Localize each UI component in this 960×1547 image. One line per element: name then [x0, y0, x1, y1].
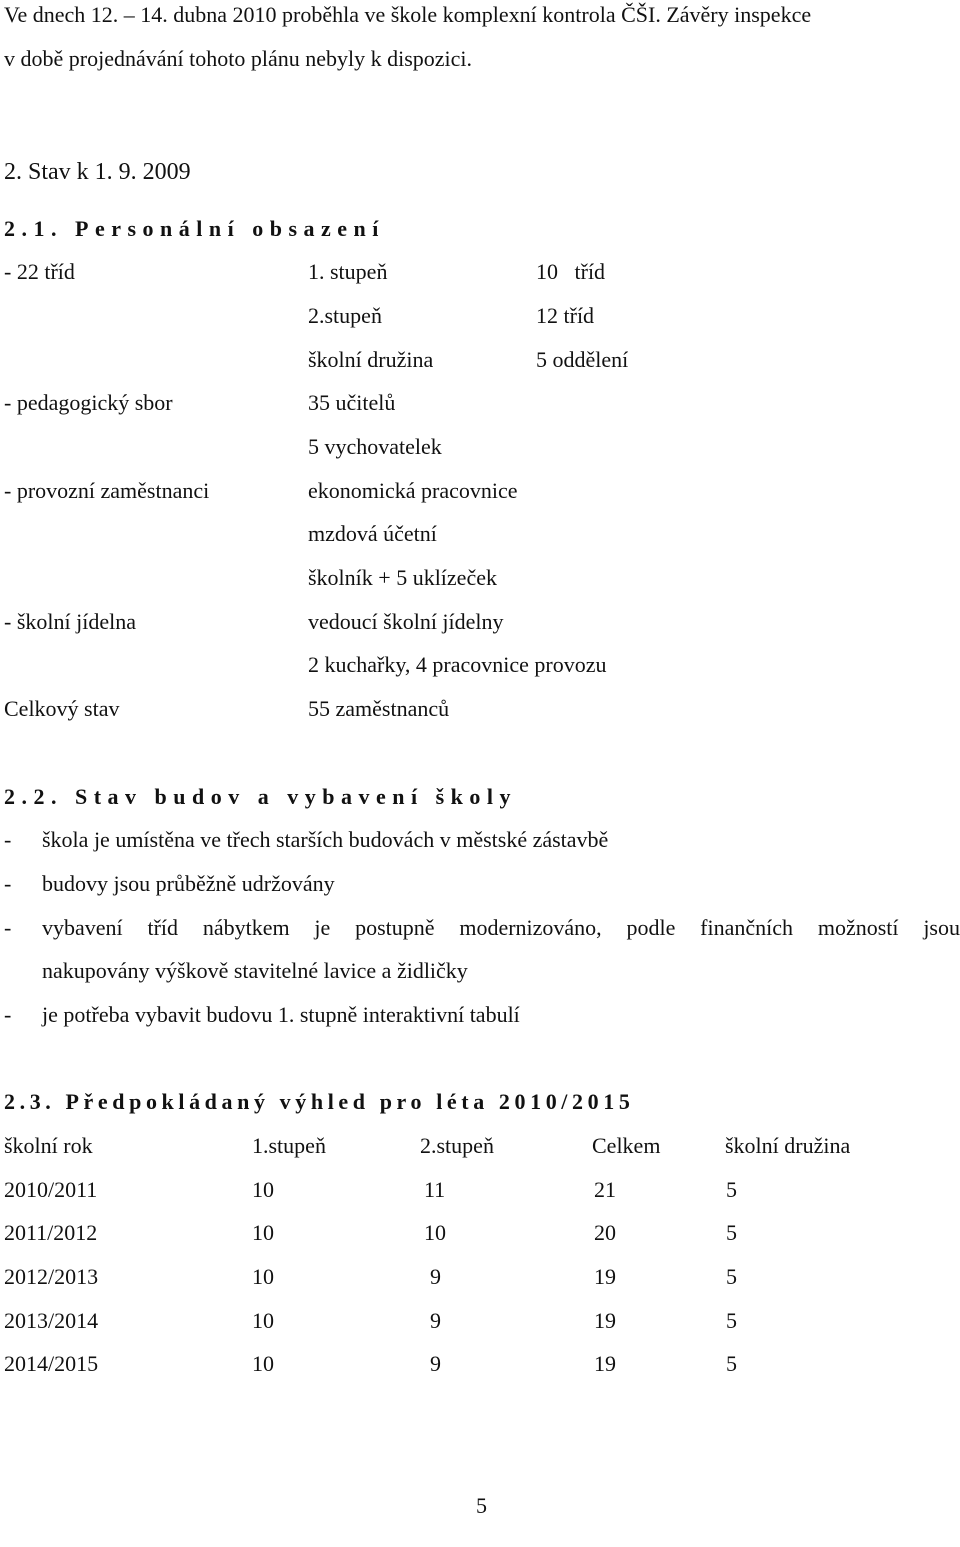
personnel-item: 5 vychovatelek [308, 434, 442, 459]
table-cell: 10 [252, 1351, 274, 1376]
intro-line-2: v době projednávání tohoto plánu nebyly k dispozici. [4, 46, 473, 71]
list-item: je potřeba vybavit budovu 1. stupně interaktivní tabulí [42, 1002, 520, 1027]
table-cell: 9 [430, 1351, 441, 1376]
table-cell: 5 [726, 1177, 737, 1202]
personnel-item: 1. stupeň [308, 259, 388, 284]
outlook-heading: 2.3. Předpokládaný výhled pro léta 2010/2015 [4, 1089, 635, 1114]
table-cell: 2011/2012 [4, 1220, 98, 1245]
table-cell: 10 [424, 1220, 446, 1245]
buildings-heading: 2.2. Stav budov a vybavení školy [4, 784, 518, 809]
table-cell: 10 [252, 1264, 274, 1289]
list-item: škola je umístěna ve třech starších budovách v městské zástavbě [42, 827, 609, 852]
table-cell: 10 [252, 1177, 274, 1202]
table-cell: 20 [594, 1220, 616, 1245]
personnel-item: mzdová účetní [308, 521, 437, 546]
table-cell: 5 [726, 1308, 737, 1333]
personnel-item: vedoucí školní jídelny [308, 609, 504, 634]
column-header: školní družina [725, 1133, 851, 1158]
table-cell: 21 [594, 1177, 616, 1202]
section-title: 2. Stav k 1. 9. 2009 [4, 159, 191, 185]
personnel-extra: 10 tříd [536, 259, 606, 284]
table-cell: 2012/2013 [4, 1264, 99, 1289]
personnel-item: 55 zaměstnanců [308, 696, 450, 721]
table-cell: 2010/2011 [4, 1177, 98, 1202]
table-cell: 19 [594, 1264, 616, 1289]
table-cell: 10 [252, 1308, 274, 1333]
table-cell: 2014/2015 [4, 1351, 99, 1376]
table-cell: 19 [594, 1351, 616, 1376]
column-header: Celkem [592, 1133, 661, 1158]
personnel-item: školník + 5 uklízeček [308, 565, 497, 590]
table-cell: 5 [726, 1264, 737, 1289]
table-cell: 19 [594, 1308, 616, 1333]
column-header: školní rok [4, 1133, 93, 1158]
table-cell: 9 [430, 1308, 441, 1333]
personnel-heading: 2.1. Personální obsazení [4, 216, 385, 241]
personnel-item: školní družina [308, 347, 434, 372]
personnel-label: - provozní zaměstnanci [4, 478, 210, 503]
personnel-item: ekonomická pracovnice [308, 478, 518, 503]
table-cell: 10 [252, 1220, 274, 1245]
personnel-extra: 5 oddělení [536, 347, 629, 372]
personnel-label: Celkový stav [4, 696, 120, 721]
list-dash: - [4, 871, 12, 896]
table-cell: 2013/2014 [4, 1308, 99, 1333]
intro-line-1: Ve dnech 12. – 14. dubna 2010 proběhla ve škole komplexní kontrola ČŠI. Závěry inspekce [4, 2, 812, 27]
list-dash: - [4, 827, 12, 852]
page-number: 5 [476, 1493, 487, 1518]
list-item-continuation: nakupovány výškově stavitelné lavice a židličky [42, 958, 468, 983]
personnel-item: 2 kuchařky, 4 pracovnice provozu [308, 652, 607, 677]
personnel-item: 35 učitelů [308, 390, 396, 415]
table-cell: 9 [430, 1264, 441, 1289]
personnel-item: 2.stupeň [308, 303, 382, 328]
table-cell: 11 [424, 1177, 446, 1202]
personnel-label: - 22 tříd [4, 259, 75, 284]
personnel-label: - pedagogický sbor [4, 390, 173, 415]
list-dash: - [4, 1002, 12, 1027]
list-item: vybavení tříd nábytkem je postupně modernizováno, podle finančních možností jsou [42, 915, 960, 940]
list-item: budovy jsou průběžně udržovány [42, 871, 335, 896]
table-cell: 5 [726, 1220, 737, 1245]
table-cell: 5 [726, 1351, 737, 1376]
list-dash: - [4, 915, 12, 940]
column-header: 2.stupeň [420, 1133, 494, 1158]
personnel-label: - školní jídelna [4, 609, 136, 634]
personnel-extra: 12 tříd [536, 303, 595, 328]
column-header: 1.stupeň [252, 1133, 326, 1158]
